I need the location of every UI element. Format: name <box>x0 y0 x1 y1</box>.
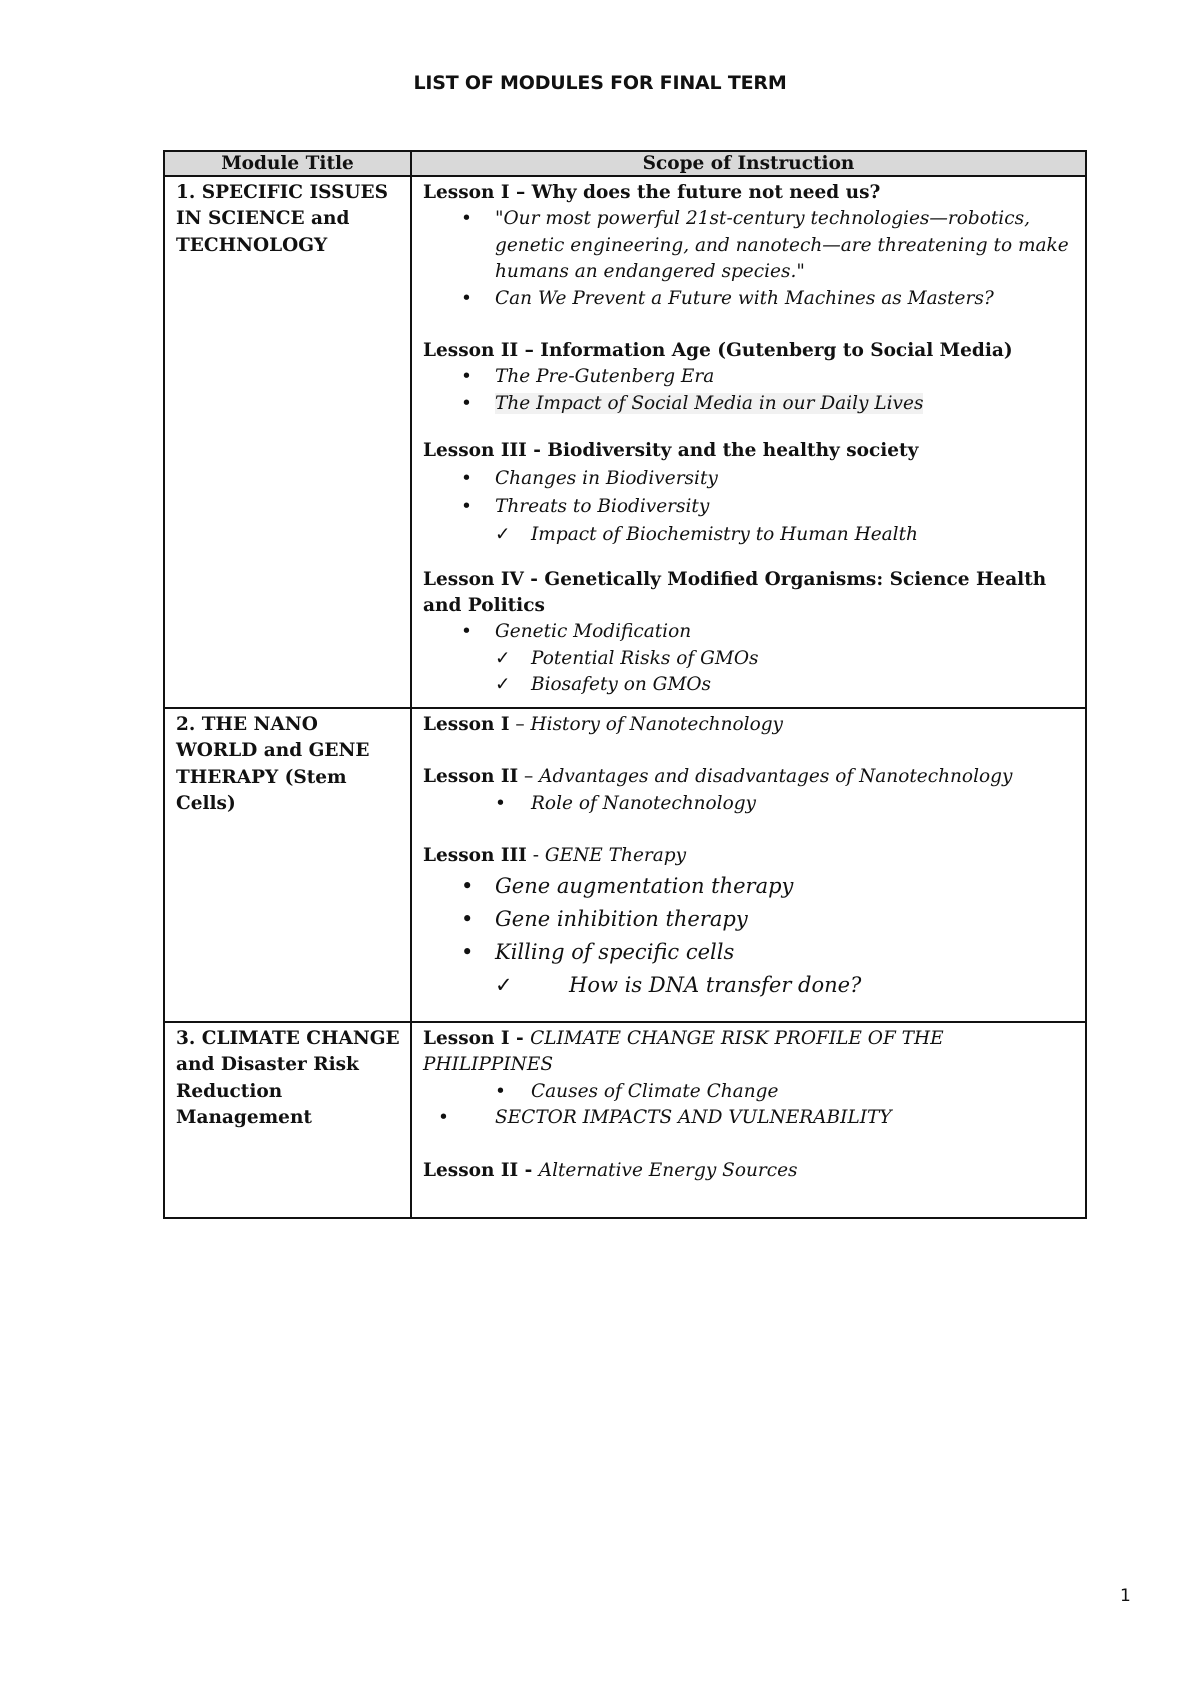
list-item <box>423 364 1075 390</box>
list-item <box>423 493 1075 521</box>
lesson-title: GENE Therapy <box>544 845 687 867</box>
lesson-label: Lesson III <box>423 845 527 867</box>
list-item-text: Killing of specific cells <box>495 939 735 964</box>
lesson-sep: - <box>526 845 545 867</box>
list-item-text: "Our most powerful 21st-century technologies—robotics, genetic engineering, and nanotech—are threatening to make humans an endangered species." <box>495 208 1069 283</box>
bullet-icon: • <box>461 495 472 517</box>
lesson-items <box>423 791 1075 817</box>
lesson-heading <box>423 712 1075 738</box>
lesson-items <box>423 1079 1075 1132</box>
lesson-title: CLIMATE CHANGE RISK PROFILE OF THE PHILIPPINES <box>423 1028 944 1076</box>
lesson-label: Lesson II <box>423 1159 519 1181</box>
lesson-title: History of Nanotechnology <box>530 714 784 735</box>
lesson-heading <box>423 843 1075 869</box>
list-item <box>423 672 1075 698</box>
lesson-title: Advantages and disadvantages of Nanotechnology <box>539 766 1013 788</box>
lesson-items <box>423 870 1075 1002</box>
bullet-icon: • <box>495 792 506 814</box>
list-item <box>423 870 1075 903</box>
lesson-title: Genetically Modified Organisms: Science Health and Politics <box>423 568 1047 617</box>
bullet-icon: • <box>461 906 474 931</box>
bullet-icon: • <box>461 467 472 489</box>
lesson-title: Alternative Energy Sources <box>538 1159 798 1181</box>
header-module-title: Module Title <box>164 151 411 176</box>
bullet-icon: • <box>461 392 472 414</box>
module-title: 1. SPECIFIC ISSUES IN SCIENCE and TECHNOLOGY <box>176 182 389 256</box>
scope-cell <box>411 176 1086 708</box>
page-number: 1 <box>1120 1586 1131 1606</box>
page-title: LIST OF MODULES FOR FINAL TERM <box>413 72 787 94</box>
list-item-text: Can We Prevent a Future with Machines as Masters? <box>495 287 994 309</box>
bullet-icon: • <box>461 873 474 898</box>
bullet-icon: • <box>461 621 472 643</box>
lesson-heading <box>423 1026 1075 1079</box>
lesson-sep: - <box>526 440 548 462</box>
list-item-text: Genetic Modification <box>495 621 692 643</box>
lesson-label: Lesson III <box>423 440 527 462</box>
checkmark-icon: ✓ <box>495 523 511 545</box>
list-item <box>423 1105 1075 1131</box>
list-item-text: Causes of Climate Change <box>531 1080 779 1102</box>
list-item-text: Biosafety on GMOs <box>531 674 712 696</box>
list-item <box>423 465 1075 493</box>
lesson-title: Biodiversity and the healthy society <box>547 440 919 462</box>
table-row <box>164 708 1086 1022</box>
lesson-heading <box>423 1158 1075 1184</box>
lesson-sep: – <box>518 766 540 788</box>
lesson-sep: – <box>518 340 541 362</box>
table-row <box>164 176 1086 708</box>
lesson-sep: – <box>509 714 531 735</box>
module-cell <box>164 1022 411 1218</box>
scope-cell <box>411 1022 1086 1218</box>
list-item-text: The Pre-Gutenberg Era <box>495 366 715 388</box>
list-item-text: Role of Nanotechnology <box>531 792 757 814</box>
list-item <box>423 936 1075 969</box>
list-item <box>423 286 1075 312</box>
table-header-row <box>164 151 1086 176</box>
lesson-label: Lesson II <box>423 766 519 788</box>
module-title: 3. CLIMATE CHANGE and Disaster Risk Reduction Management <box>176 1028 400 1129</box>
lesson-items <box>423 364 1075 417</box>
list-item-text: Threats to Biodiversity <box>495 495 710 517</box>
lesson-sep: - <box>509 1028 531 1049</box>
list-item <box>423 391 1075 417</box>
bullet-icon: • <box>461 939 474 964</box>
bullet-icon: • <box>461 287 472 309</box>
list-item <box>423 1079 1075 1105</box>
modules-table <box>163 150 1087 1219</box>
lesson-heading <box>423 338 1075 364</box>
module-title: 2. THE NANO WORLD and GENE THERAPY (Stem Cells) <box>176 714 370 815</box>
lesson-title: Information Age (Gutenberg to Social Media) <box>540 340 1013 362</box>
lesson-items <box>423 619 1075 698</box>
list-item <box>423 969 1075 1002</box>
lesson-sep: – <box>509 182 532 203</box>
bullet-icon: • <box>461 366 472 388</box>
checkmark-icon: ✓ <box>495 972 513 997</box>
lesson-heading <box>423 438 1075 464</box>
scope-cell <box>411 708 1086 1022</box>
list-item <box>423 619 1075 645</box>
checkmark-icon: ✓ <box>495 674 511 696</box>
list-item <box>423 521 1075 549</box>
lesson-heading <box>423 567 1075 620</box>
list-item <box>423 646 1075 672</box>
list-item-text: Changes in Biodiversity <box>495 467 718 489</box>
lesson-label: Lesson IV <box>423 568 524 590</box>
lesson-label: Lesson I <box>423 182 510 203</box>
module-cell <box>164 176 411 708</box>
list-item-text: The Impact of Social Media in our Daily Lives <box>495 392 924 414</box>
list-item <box>423 791 1075 817</box>
bullet-icon: • <box>438 1107 449 1129</box>
list-item <box>423 206 1075 285</box>
bullet-icon: • <box>461 208 472 230</box>
lesson-sep: - <box>518 1159 539 1181</box>
lesson-heading <box>423 764 1075 790</box>
list-item <box>423 903 1075 936</box>
lesson-label: Lesson I <box>423 714 510 735</box>
list-item-text: Potential Risks of GMOs <box>531 647 759 669</box>
lesson-heading <box>423 180 1075 206</box>
lesson-items <box>423 206 1075 312</box>
lesson-sep: - <box>523 568 545 590</box>
checkmark-icon: ✓ <box>495 647 511 669</box>
list-item-text: How is DNA transfer done? <box>569 972 862 997</box>
table-row <box>164 1022 1086 1218</box>
module-cell <box>164 708 411 1022</box>
header-scope: Scope of Instruction <box>411 151 1086 176</box>
lesson-label: Lesson I <box>423 1028 510 1049</box>
lesson-title: Why does the future not need us? <box>531 182 881 203</box>
lesson-items <box>423 465 1075 549</box>
list-item-text: Impact of Biochemistry to Human Health <box>531 523 918 545</box>
list-item-text: Gene augmentation therapy <box>495 873 794 898</box>
bullet-icon: • <box>495 1080 506 1102</box>
list-item-text: Gene inhibition therapy <box>495 906 748 931</box>
lesson-label: Lesson II <box>423 340 519 362</box>
list-item-text: SECTOR IMPACTS AND VULNERABILITY <box>495 1107 892 1129</box>
